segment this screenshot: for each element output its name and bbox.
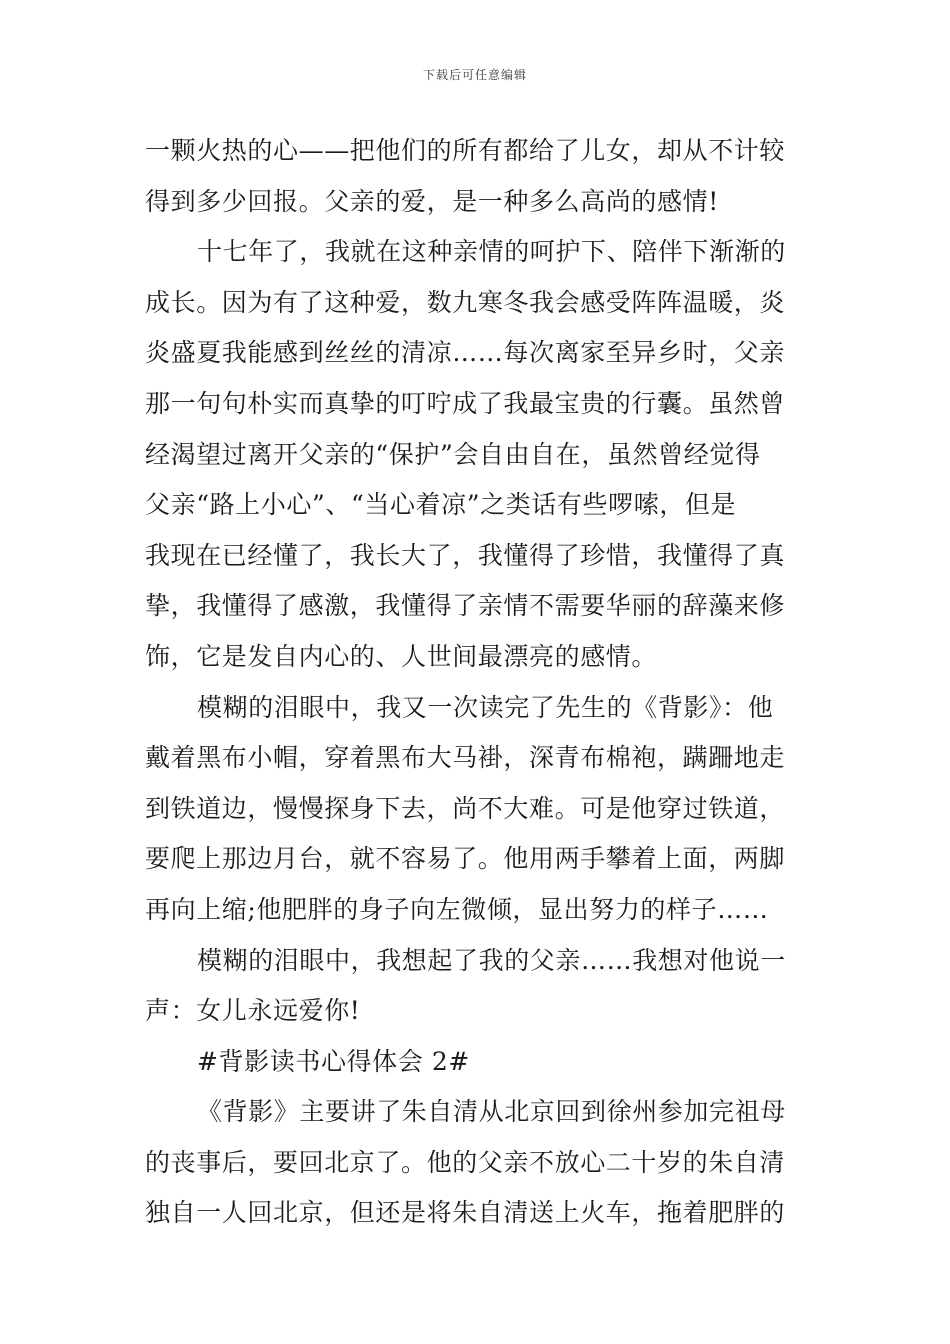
section-heading: #背影读书心得体会 2# (197, 1046, 470, 1076)
text-line: 我现在已经懂了，我长大了，我懂得了珍惜，我懂得了真 (145, 540, 786, 570)
text-line: 挚，我懂得了感激，我懂得了亲情不需要华丽的辞藻来修 (145, 591, 786, 621)
text-line: 炎盛夏我能感到丝丝的清凉……每次离家至异乡时，父亲 (145, 338, 786, 368)
text-line: 成长。因为有了这种爱，数九寒冬我会感受阵阵温暖，炎 (145, 287, 786, 317)
paragraph-start-line: 模糊的泪眼中，我想起了我的父亲……我想对他说一 (197, 945, 786, 975)
text-line: 那一句句朴实而真挚的叮咛成了我最宝贵的行囊。虽然曾 (145, 388, 786, 418)
text-line: 独自一人回北京，但还是将朱自清送上火车，拖着肥胖的 (145, 1198, 786, 1228)
text-line: 饰，它是发自内心的、人世间最漂亮的感情。 (145, 641, 658, 671)
paragraph-start-line: 《背影》主要讲了朱自清从北京回到徐州参加完祖母 (197, 1097, 786, 1127)
document-body (145, 126, 807, 1239)
text-line: 一颗火热的心——把他们的所有都给了儿女，却从不计较 (145, 136, 786, 165)
text-line: 父亲“路上小心”、“当心着凉”之类话有些啰嗦，但是 (145, 490, 737, 520)
text-line: 戴着黑布小帽，穿着黑布大马褂，深青布棉袍，蹒跚地走 (145, 743, 786, 773)
page-header: 下载后可任意编辑 (422, 68, 527, 82)
text-line: 再向上缩;他肥胖的身子向左微倾，显出努力的样子…… (145, 894, 769, 924)
text-line: 得到多少回报。父亲的爱，是一种多么高尚的感情! (145, 186, 719, 216)
text-line: 声：女儿永远爱你! (145, 996, 361, 1026)
paragraph-start-line: 十七年了，我就在这种亲情的呵护下、陪伴下渐渐的 (197, 237, 786, 267)
text-line: 经渴望过离开父亲的“保护”会自由自在，虽然曾经觉得 (145, 439, 761, 469)
text-line: 的丧事后，要回北京了。他的父亲不放心二十岁的朱自清 (145, 1147, 786, 1177)
text-line: 要爬上那边月台，就不容易了。他用两手攀着上面，两脚 (145, 844, 786, 874)
text-line: 到铁道边，慢慢探身下去，尚不大难。可是他穿过铁道， (145, 793, 786, 823)
paragraph-start-line: 模糊的泪眼中，我又一次读完了先生的《背影》：他 (197, 692, 774, 722)
